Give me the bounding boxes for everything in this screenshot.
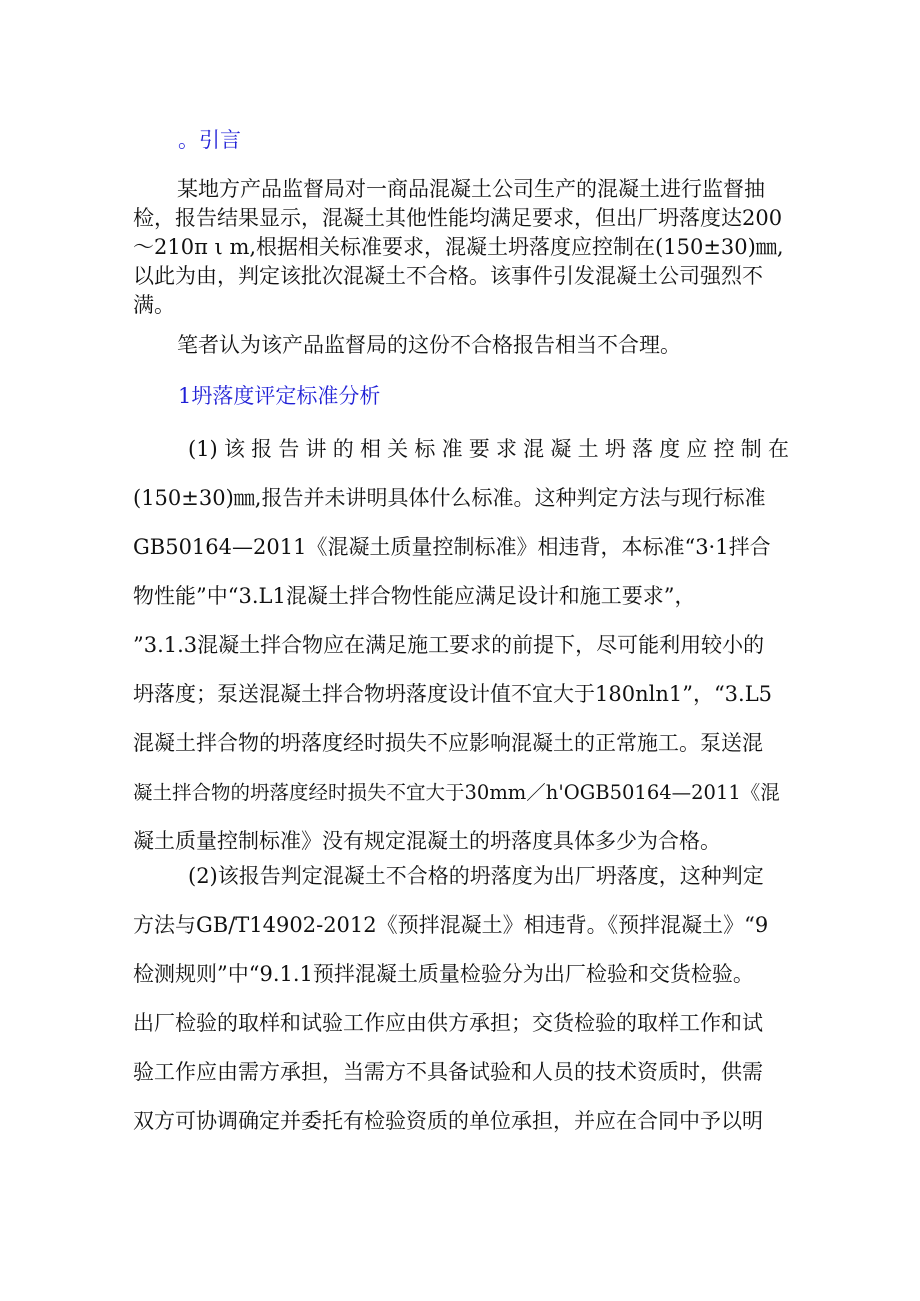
- paragraph-line: 满。: [133, 293, 175, 317]
- paragraph-line: ”3.1.3混凝土拌合物应在满足施工要求的前提下，尽可能利用较小的: [133, 633, 765, 657]
- paragraph-point-2: [133, 852, 789, 1146]
- heading-introduction: 。引言: [178, 128, 241, 152]
- paragraph-line: (2)该报告判定混凝土不合格的坍落度为出厂坍落度，这种判定: [188, 864, 764, 888]
- paragraph-line: 以此为由，判定该批次混凝土不合格。该事件引发混凝土公司强烈不: [133, 264, 763, 288]
- paragraph-line: 凝土拌合物的坍落度经时损失不宜大于30mm／h'OGB50164—2011《混: [133, 781, 780, 804]
- paragraph-line: 验工作应由需方承担，当需方不具备试验和人员的技术资质时，供需: [133, 1060, 763, 1084]
- paragraph-line: 方法与GB/T14902-2012《预拌混凝土》相违背。《预拌混凝土》“9: [133, 913, 769, 937]
- paragraph-line: 凝土质量控制标准》没有规定混凝土的坍落度具体多少为合格。: [133, 829, 721, 853]
- paragraph-incident: [133, 175, 789, 320]
- paragraph-line: 某地方产品监督局对一商品混凝土公司生产的混凝土进行监督抽: [177, 177, 765, 201]
- paragraph-line: (1)该报告讲的相关标准要求混凝土坍落度应控制在: [188, 437, 789, 461]
- paragraph-line: 笔者认为该产品监督局的这份不合格报告相当不合理。: [177, 333, 681, 357]
- paragraph-point-1: [133, 425, 789, 866]
- paragraph-line: 检，报告结果显示，混凝土其他性能均满足要求，但出厂坍落度达200: [133, 206, 783, 230]
- paragraph-line: 混凝土拌合物的坍落度经时损失不应影响混凝土的正常施工。泵送混: [133, 731, 763, 755]
- paragraph-line: 检测规则”中“9.1.1预拌混凝土质量检验分为出厂检验和交货检验。: [133, 962, 754, 986]
- paragraph-line: GB50164—2011《混凝土质量控制标准》相违背，本标准“3·1拌合: [133, 535, 771, 559]
- paragraph-line: ～210π ι m,根据相关标准要求，混凝土坍落度应控制在(150±30)㎜,: [133, 235, 784, 259]
- heading-section-1: 1坍落度评定标准分析: [178, 384, 381, 408]
- paragraph-line: 双方可协调确定并委托有检验资质的单位承担，并应在合同中予以明: [133, 1109, 763, 1133]
- paragraph-line: (150±30)㎜,报告并未讲明具体什么标准。这种判定方法与现行标准: [133, 486, 766, 510]
- paragraph-line: 物性能”中“3.L1混凝土拌合物性能应满足设计和施工要求”，: [133, 584, 696, 608]
- paragraph-line: 出厂检验的取样和试验工作应由供方承担；交货检验的取样工作和试: [133, 1011, 763, 1035]
- paragraph-author-opinion: [133, 331, 789, 360]
- paragraph-line: 坍落度；泵送混凝土拌合物坍落度设计值不宜大于180nln1”，“3.L5: [133, 682, 773, 706]
